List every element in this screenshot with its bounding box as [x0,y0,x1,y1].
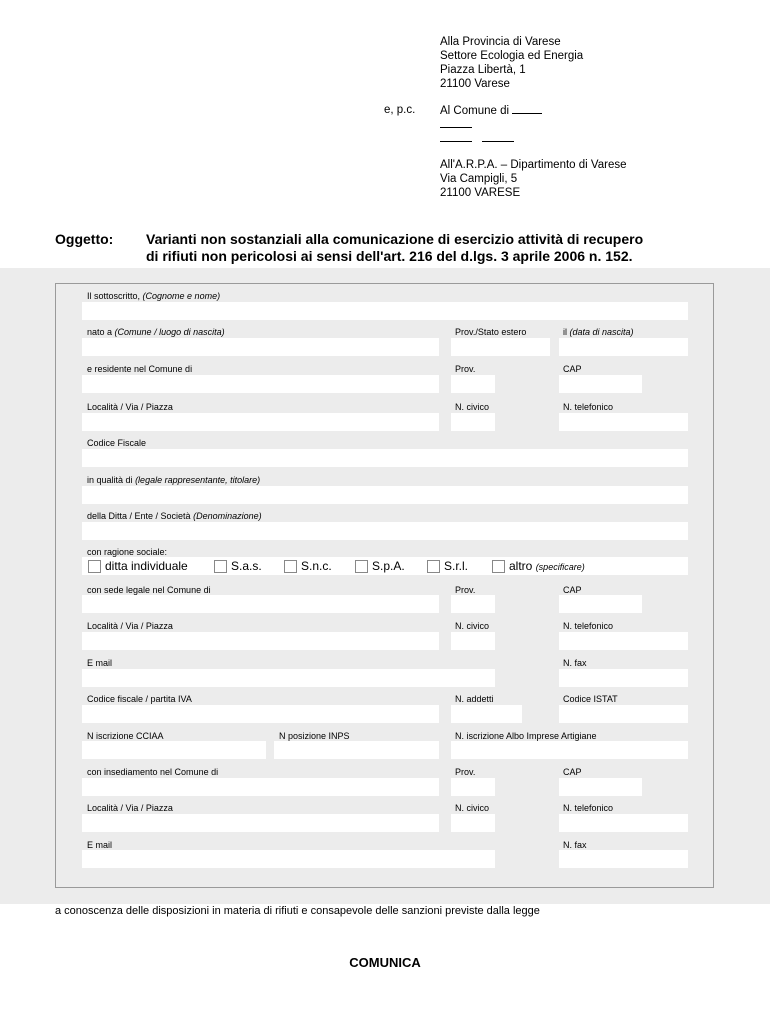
label-n-albo: N. iscrizione Albo Imprese Artigiane [455,731,597,741]
label-localita: Località / Via / Piazza [87,621,173,631]
label-n-civico: N. civico [455,402,490,412]
option-snc: S.n.c. [301,559,332,573]
label-ditta: della Ditta / Ente / Società (Denominazione) [87,511,262,521]
field-denominazione[interactable] [82,522,688,540]
label-n-telefonico: N. telefonico [563,402,614,412]
recipient-line: 21100 Varese [440,78,510,90]
disclaimer-text: a conoscenza delle disposizioni in materia di rifiuti e consapevole delle sanzioni previste dalla legge [55,905,540,917]
label-prov: Prov. [455,767,476,777]
field-fax-sede[interactable] [559,669,688,687]
field-prov-sede[interactable] [451,595,495,613]
label-insediamento: con insediamento nel Comune di [87,767,219,777]
label-n-telefonico: N. telefonico [563,803,614,813]
subject-line-1: Varianti non sostanziali alla comunicazione di esercizio attività di recupero [146,231,644,247]
field-comune-insediamento[interactable] [82,778,439,796]
option-sas: S.a.s. [231,559,262,573]
recipient-address [440,35,583,91]
label-n-civico: N. civico [455,803,490,813]
label-prov-stato: Prov./Stato estero [455,327,527,337]
label-in-qualita: in qualità di (legale rappresentante, titolare) [87,475,261,485]
field-cognome-nome[interactable] [82,302,688,320]
label-codice-piva: Codice fiscale / partita IVA [87,694,192,704]
label-prov: Prov. [455,364,476,374]
field-codice-istat[interactable] [559,705,688,723]
comune-blank[interactable] [440,141,472,142]
label-localita: Località / Via / Piazza [87,402,173,412]
label-email: E mail [87,658,113,668]
checkbox-srl[interactable] [427,560,440,573]
recipient-line: Piazza Libertà, 1 [440,64,526,76]
label-cap: CAP [563,767,582,777]
field-comune-residenza[interactable] [82,375,439,393]
checkbox-ditta-individuale[interactable] [88,560,101,573]
label-sottoscritto: Il sottoscritto, (Cognome e nome) [87,291,221,301]
field-data-nascita[interactable] [559,338,688,356]
arpa-line: 21100 VARESE [440,187,521,199]
field-prov-stato[interactable] [451,338,550,356]
label-residente: e residente nel Comune di [87,364,193,374]
label-codice-fiscale: Codice Fiscale [87,438,147,448]
cc-comune [440,104,542,146]
field-n-addetti[interactable] [451,705,522,723]
comune-blank[interactable] [440,127,472,128]
cc-comune-label: Al Comune di [440,105,510,117]
recipient-line: Alla Provincia di Varese [440,36,561,48]
field-email-sede[interactable] [82,669,495,687]
option-altro: altro (specificare) [509,559,585,573]
checkbox-sas[interactable] [214,560,227,573]
field-civico-residenza[interactable] [451,413,495,431]
field-codice-piva[interactable] [82,705,439,723]
field-n-inps[interactable] [274,741,439,759]
field-civico-insediamento[interactable] [451,814,495,832]
label-il: il (data di nascita) [563,327,634,337]
field-fax-insediamento[interactable] [559,850,688,868]
option-ditta-individuale: ditta individuale [105,559,188,573]
label-localita: Località / Via / Piazza [87,803,173,813]
checkbox-spa[interactable] [355,560,368,573]
label-n-addetti: N. addetti [455,694,494,704]
recipient-line: Settore Ecologia ed Energia [440,50,584,62]
label-email: E mail [87,840,113,850]
comune-blank[interactable] [482,141,514,142]
field-in-qualita[interactable] [82,486,688,504]
option-spa: S.p.A. [372,559,405,573]
arpa-line: Via Campigli, 5 [440,173,518,185]
comune-blank[interactable] [512,113,542,114]
label-cap: CAP [563,364,582,374]
field-telefono-sede[interactable] [559,632,688,650]
label-n-fax: N. fax [563,840,587,850]
label-n-telefonico: N. telefonico [563,621,614,631]
label-n-civico: N. civico [455,621,490,631]
cc-prefix: e, p.c. [384,104,416,116]
label-cap: CAP [563,585,582,595]
comunica-heading: COMUNICA [349,955,421,970]
label-n-fax: N. fax [563,658,587,668]
subject-line-2: di rifiuti non pericolosi ai sensi dell'art. 216 del d.lgs. 3 aprile 2006 n. 152. [146,248,633,264]
field-luogo-nascita[interactable] [82,338,439,356]
field-localita-sede[interactable] [82,632,439,650]
field-localita-residenza[interactable] [82,413,439,431]
field-n-albo[interactable] [451,741,688,759]
label-codice-istat: Codice ISTAT [563,694,618,704]
arpa-line: All'A.R.P.A. – Dipartimento di Varese [440,159,627,171]
field-email-insediamento[interactable] [82,850,495,868]
label-prov: Prov. [455,585,476,595]
label-ragione-sociale: con ragione sociale: [87,547,168,557]
field-prov-insediamento[interactable] [451,778,495,796]
field-comune-sede[interactable] [82,595,439,613]
arpa-address [440,158,627,200]
field-codice-fiscale[interactable] [82,449,688,467]
field-cap-residenza[interactable] [559,375,642,393]
checkbox-snc[interactable] [284,560,297,573]
checkbox-altro[interactable] [492,560,505,573]
label-sede-legale: con sede legale nel Comune di [87,585,211,595]
field-cap-insediamento[interactable] [559,778,642,796]
field-n-cciaa[interactable] [82,741,266,759]
field-localita-insediamento[interactable] [82,814,439,832]
label-nato-a: nato a (Comune / luogo di nascita) [87,327,225,337]
label-n-cciaa: N iscrizione CCIAA [87,731,164,741]
field-cap-sede[interactable] [559,595,642,613]
field-prov-residenza[interactable] [451,375,495,393]
option-srl: S.r.l. [444,559,469,573]
subject-label: Oggetto: [55,231,114,247]
label-n-inps: N posizione INPS [279,731,350,741]
field-civico-sede[interactable] [451,632,495,650]
field-telefono-residenza[interactable] [559,413,688,431]
field-telefono-insediamento[interactable] [559,814,688,832]
